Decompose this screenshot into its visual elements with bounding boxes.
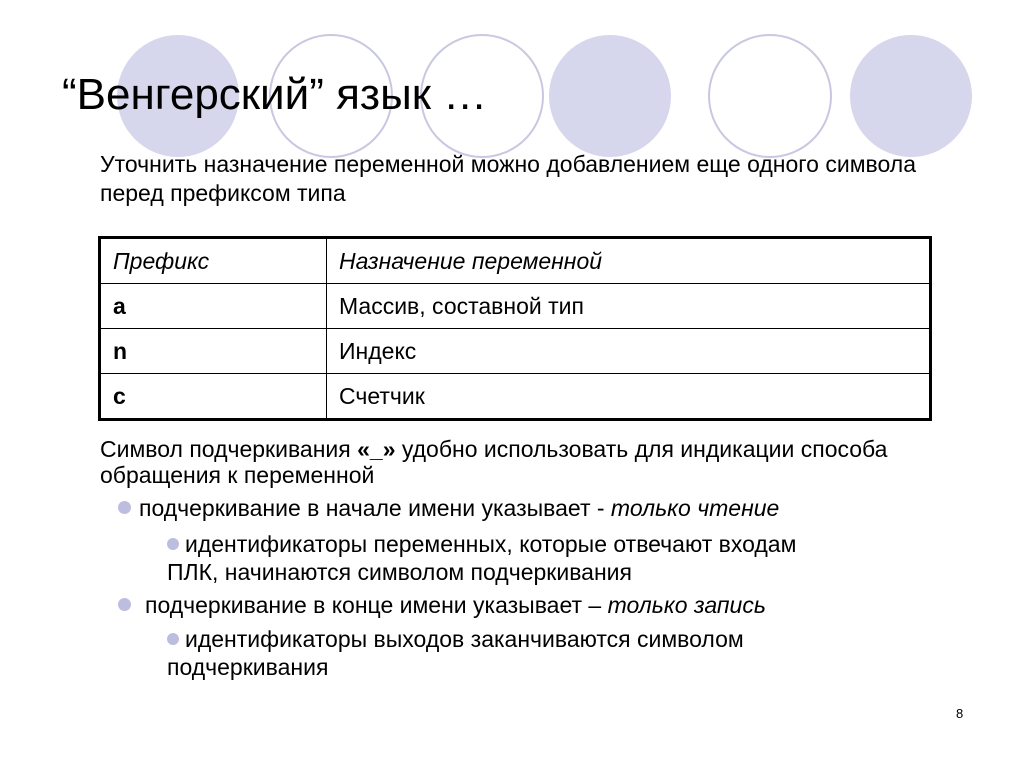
circle-decoration-4 — [549, 35, 671, 157]
underscore-paragraph — [100, 436, 980, 488]
circle-decoration-5 — [709, 35, 831, 157]
bullet-text: подчеркивание в начале имени указывает - — [139, 495, 611, 521]
purpose-cell: Счетчик — [327, 374, 931, 420]
intro-text: Уточнить назначение переменной можно добавлением еще одного символа перед префиксом типа — [100, 151, 916, 206]
header-purpose: Назначение переменной — [327, 238, 931, 284]
bullet-dot-icon — [167, 538, 179, 550]
table-row — [100, 284, 931, 329]
table-header-row — [100, 238, 931, 284]
bullet-dot-icon — [167, 633, 179, 645]
sub-bullet-continuation: ПЛК, начинаются символом подчеркивания — [167, 559, 632, 585]
prefix-cell: n — [100, 329, 327, 374]
slide-title: “Венгерский” язык … — [62, 70, 488, 119]
table-row — [100, 329, 931, 374]
header-prefix: Префикс — [100, 238, 327, 284]
purpose-cell: Массив, составной тип — [327, 284, 931, 329]
prefix-table — [98, 236, 932, 421]
prefix-cell: a — [100, 284, 327, 329]
bullet-item-read-only — [118, 494, 779, 523]
sub-bullet-continuation: подчеркивания — [167, 654, 329, 680]
underscore-symbol: «_» — [357, 436, 396, 462]
sub-bullet-text: идентификаторы переменных, которые отвечают входам — [185, 531, 797, 557]
bullet-item-write-only — [118, 591, 766, 620]
sub-bullet-text: идентификаторы выходов заканчиваются символом — [185, 626, 744, 652]
sub-bullet-item — [167, 625, 744, 654]
table-row — [100, 374, 931, 420]
bullet-emphasis: только чтение — [610, 495, 780, 521]
underscore-text-before: Символ подчеркивания — [100, 436, 358, 462]
page-number: 8 — [956, 706, 964, 721]
bullet-dot-icon — [118, 501, 131, 514]
purpose-cell: Индекс — [327, 329, 931, 374]
prefix-cell: c — [100, 374, 327, 420]
sub-bullet-item — [167, 530, 796, 559]
underscore-text-after: удобно использовать для индикации способа обращения к переменной — [100, 436, 888, 488]
circle-decoration-6 — [850, 35, 972, 157]
bullet-emphasis: только запись — [607, 592, 766, 618]
bullet-dot-icon — [118, 598, 131, 611]
bullet-text: подчеркивание в конце имени указывает – — [145, 592, 608, 618]
